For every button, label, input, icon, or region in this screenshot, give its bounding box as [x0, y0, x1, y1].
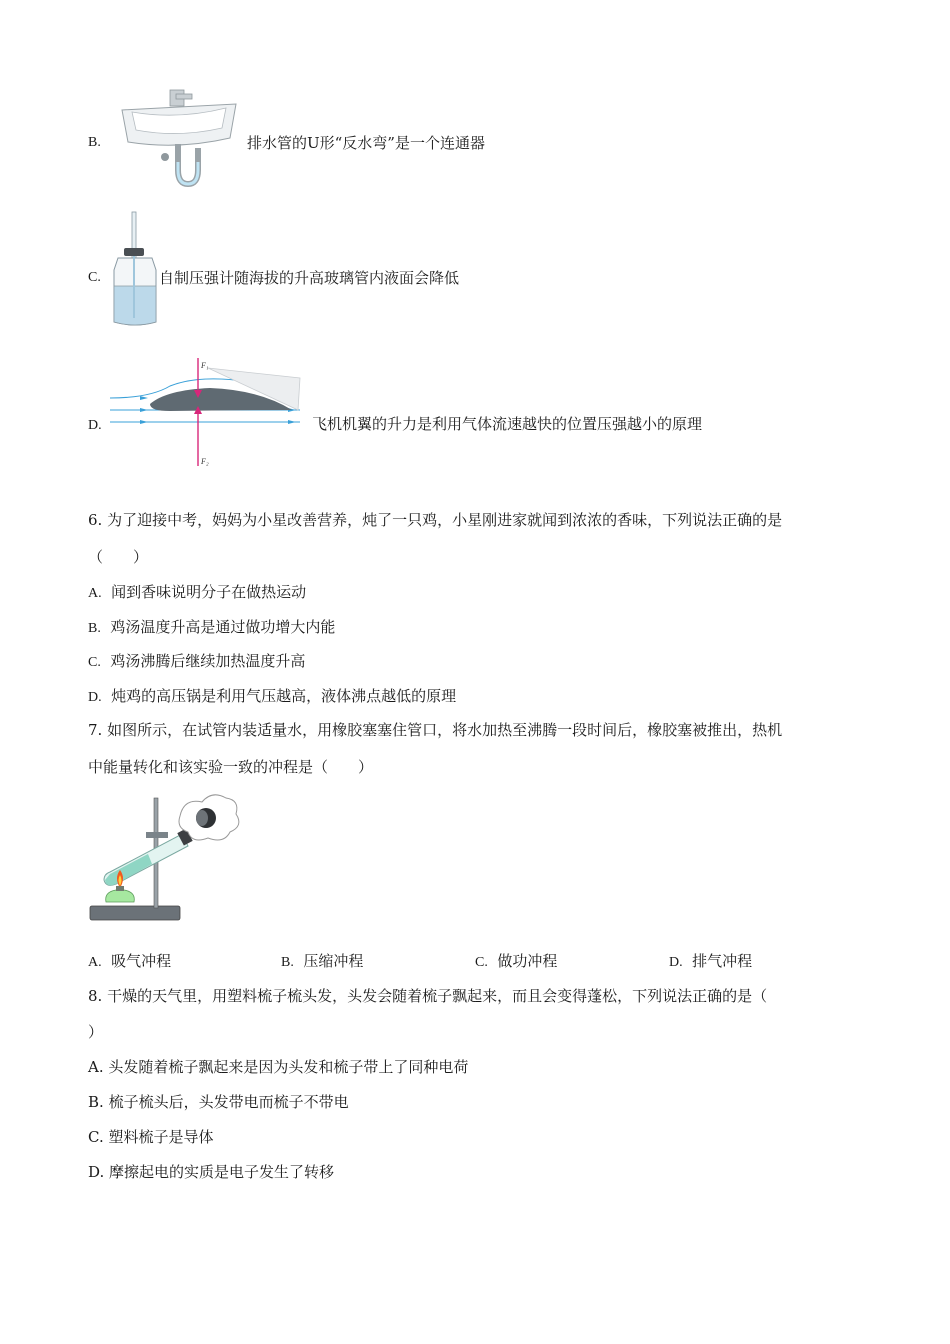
q5-option-b-text: 排水管的U形“反水弯”是一个连通器	[247, 134, 485, 152]
force-f2-label: F₂	[201, 457, 209, 466]
q7-option-d: D. 排气冲程	[669, 952, 753, 970]
q5-option-c-letter: C.	[88, 270, 101, 285]
q7-stem-line2: 中能量转化和该实验一致的冲程是（ ）	[88, 758, 374, 776]
q8-option-d: D. 摩擦起电的实质是电子发生了转移	[88, 1163, 335, 1181]
q5-option-d-text: 飞机机翼的升力是利用气体流速越快的位置压强越小的原理	[312, 415, 703, 433]
force-f1-label: F₁	[201, 361, 209, 370]
q8-option-a: A. 头发随着梳子飘起来是因为头发和梳子带上了同种电荷	[88, 1058, 469, 1076]
q7-option-b: B. 压缩冲程	[281, 952, 364, 970]
q7-option-a: A. 吸气冲程	[88, 952, 172, 970]
airplane-wing-lift-image	[110, 356, 310, 468]
q7-stem-line1: 7. 如图所示，在试管内装适量水，用橡胶塞塞住管口，将水加热至沸腾一段时间后，橡胶塞被推出，热机	[88, 721, 783, 739]
q7-option-c: C. 做功冲程	[475, 952, 558, 970]
q5-option-d-letter: D.	[88, 418, 102, 433]
q5-option-b-letter: B.	[88, 135, 101, 150]
q6-stem-line2: （ ）	[88, 548, 149, 566]
q8-option-b: B. 梳子梳头后，头发带电而梳子不带电	[88, 1093, 349, 1111]
q6-option-d: D. 炖鸡的高压锅是利用气压越高，液体沸点越低的原理	[88, 687, 457, 705]
q8-stem-line1: 8. 干燥的天气里，用塑料梳子梳头发，头发会随着梳子飘起来，而且会变得蓬松，下列说法正确的是（	[88, 987, 768, 1005]
q8-stem-line2: ）	[88, 1023, 104, 1041]
bottle-barometer-image	[110, 210, 160, 328]
q8-option-c: C. 塑料梳子是导体	[88, 1128, 214, 1146]
q5-option-c-text: 自制压强计随海拔的升高玻璃管内液面会降低	[159, 269, 460, 287]
sink-u-bend-image	[118, 88, 240, 193]
q6-option-a: A. 闻到香味说明分子在做热运动	[88, 583, 307, 601]
q6-stem-line1: 6. 为了迎接中考，妈妈为小星改善营养，炖了一只鸡，小星刚进家就闻到浓浓的香味，下列说法正确的是	[88, 511, 783, 529]
q6-option-c: C. 鸡汤沸腾后继续加热温度升高	[88, 652, 306, 670]
q6-option-b: B. 鸡汤温度升高是通过做功增大内能	[88, 618, 336, 636]
test-tube-experiment-image	[88, 788, 238, 926]
